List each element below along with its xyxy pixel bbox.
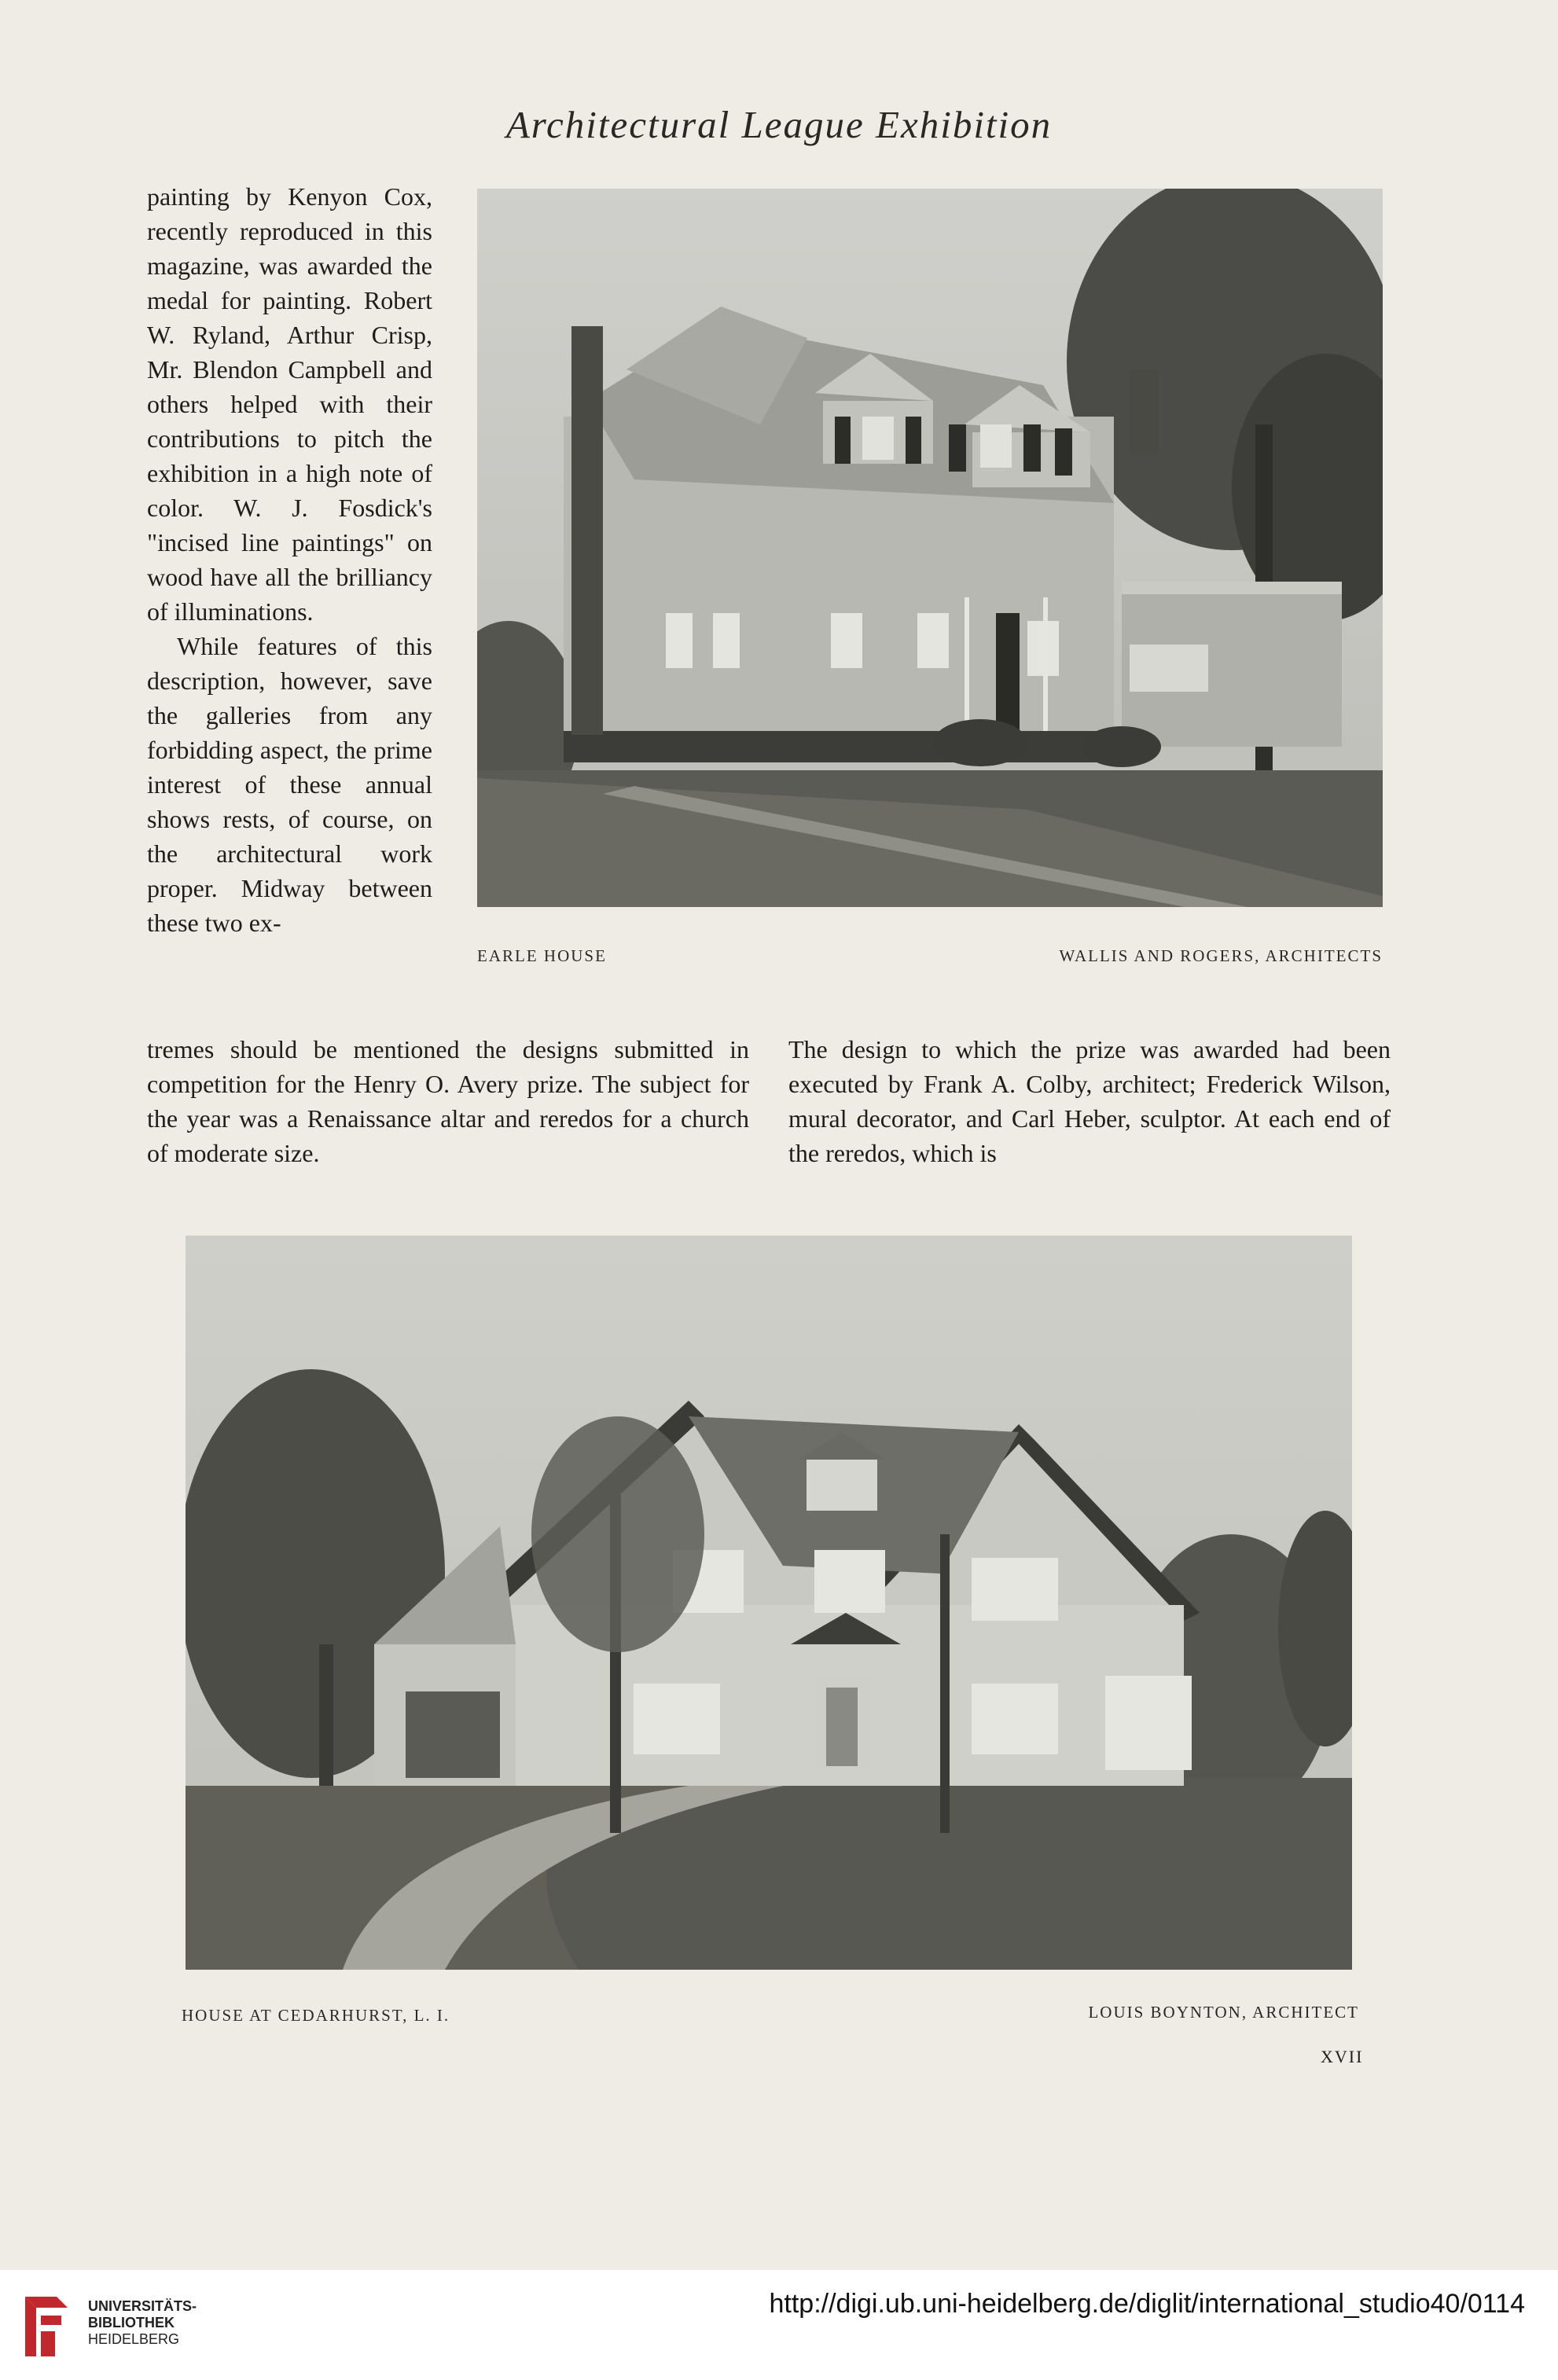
library-name bbox=[88, 2298, 197, 2348]
lower-right-paragraph: The design to which the prize was awarded had been executed by Frank A. Colby, architect; Frederick Wilson, mural decorator, and Carl Heber, sculptor. At each end of the reredos, which is bbox=[788, 1035, 1391, 1167]
digitization-footer bbox=[0, 2270, 1558, 2380]
paragraph-1: painting by Kenyon Cox, recently reproduced in this magazine, was awarded the medal for painting. Robert W. Ryland, Arthur Crisp, Mr. Blendon Campbell and others helped with their contributions to pitch the exhibition in a high note of color. W. J. Fosdick's "incised line paintings" on wood have all the brilliancy of illuminations. bbox=[147, 182, 432, 626]
paragraph-2: While features of this description, however, save the galleries from any forbidding aspect, the prime interest of these annual shows rests, of course, on the architectural work proper. Midway between these two ex- bbox=[147, 632, 432, 937]
page-number: XVII bbox=[1321, 2047, 1364, 2066]
library-name-line-3: HEIDELBERG bbox=[88, 2331, 180, 2347]
figure-1-caption-right: WALLIS AND ROGERS, ARCHITECTS bbox=[1059, 946, 1383, 965]
cedarhurst-house-photo bbox=[186, 1236, 1352, 1970]
earle-house-photo bbox=[477, 189, 1383, 907]
library-name-line-1: UNIVERSITÄTS- bbox=[88, 2298, 197, 2314]
source-url-link[interactable]: http://digi.ub.uni-heidelberg.de/diglit/international_studio40/0114 bbox=[769, 2289, 1525, 2319]
narrow-text-column bbox=[147, 179, 432, 940]
running-head: Architectural League Exhibition bbox=[505, 103, 1053, 146]
figure-2-caption-left: HOUSE AT CEDARHURST, L. I. bbox=[182, 2006, 450, 2025]
library-name-line-2: BIBLIOTHEK bbox=[88, 2315, 175, 2330]
library-logo-icon bbox=[17, 2289, 75, 2364]
figure-2-caption-right: LOUIS BOYNTON, ARCHITECT bbox=[1088, 2003, 1359, 2022]
lower-left-paragraph: tremes should be mentioned the designs submitted in competition for the Henry O. Avery prize. The subject for the year was a Renaissance altar and reredos for a church of moderate size. bbox=[147, 1035, 749, 1167]
figure-1-caption-left: EARLE HOUSE bbox=[477, 946, 607, 965]
